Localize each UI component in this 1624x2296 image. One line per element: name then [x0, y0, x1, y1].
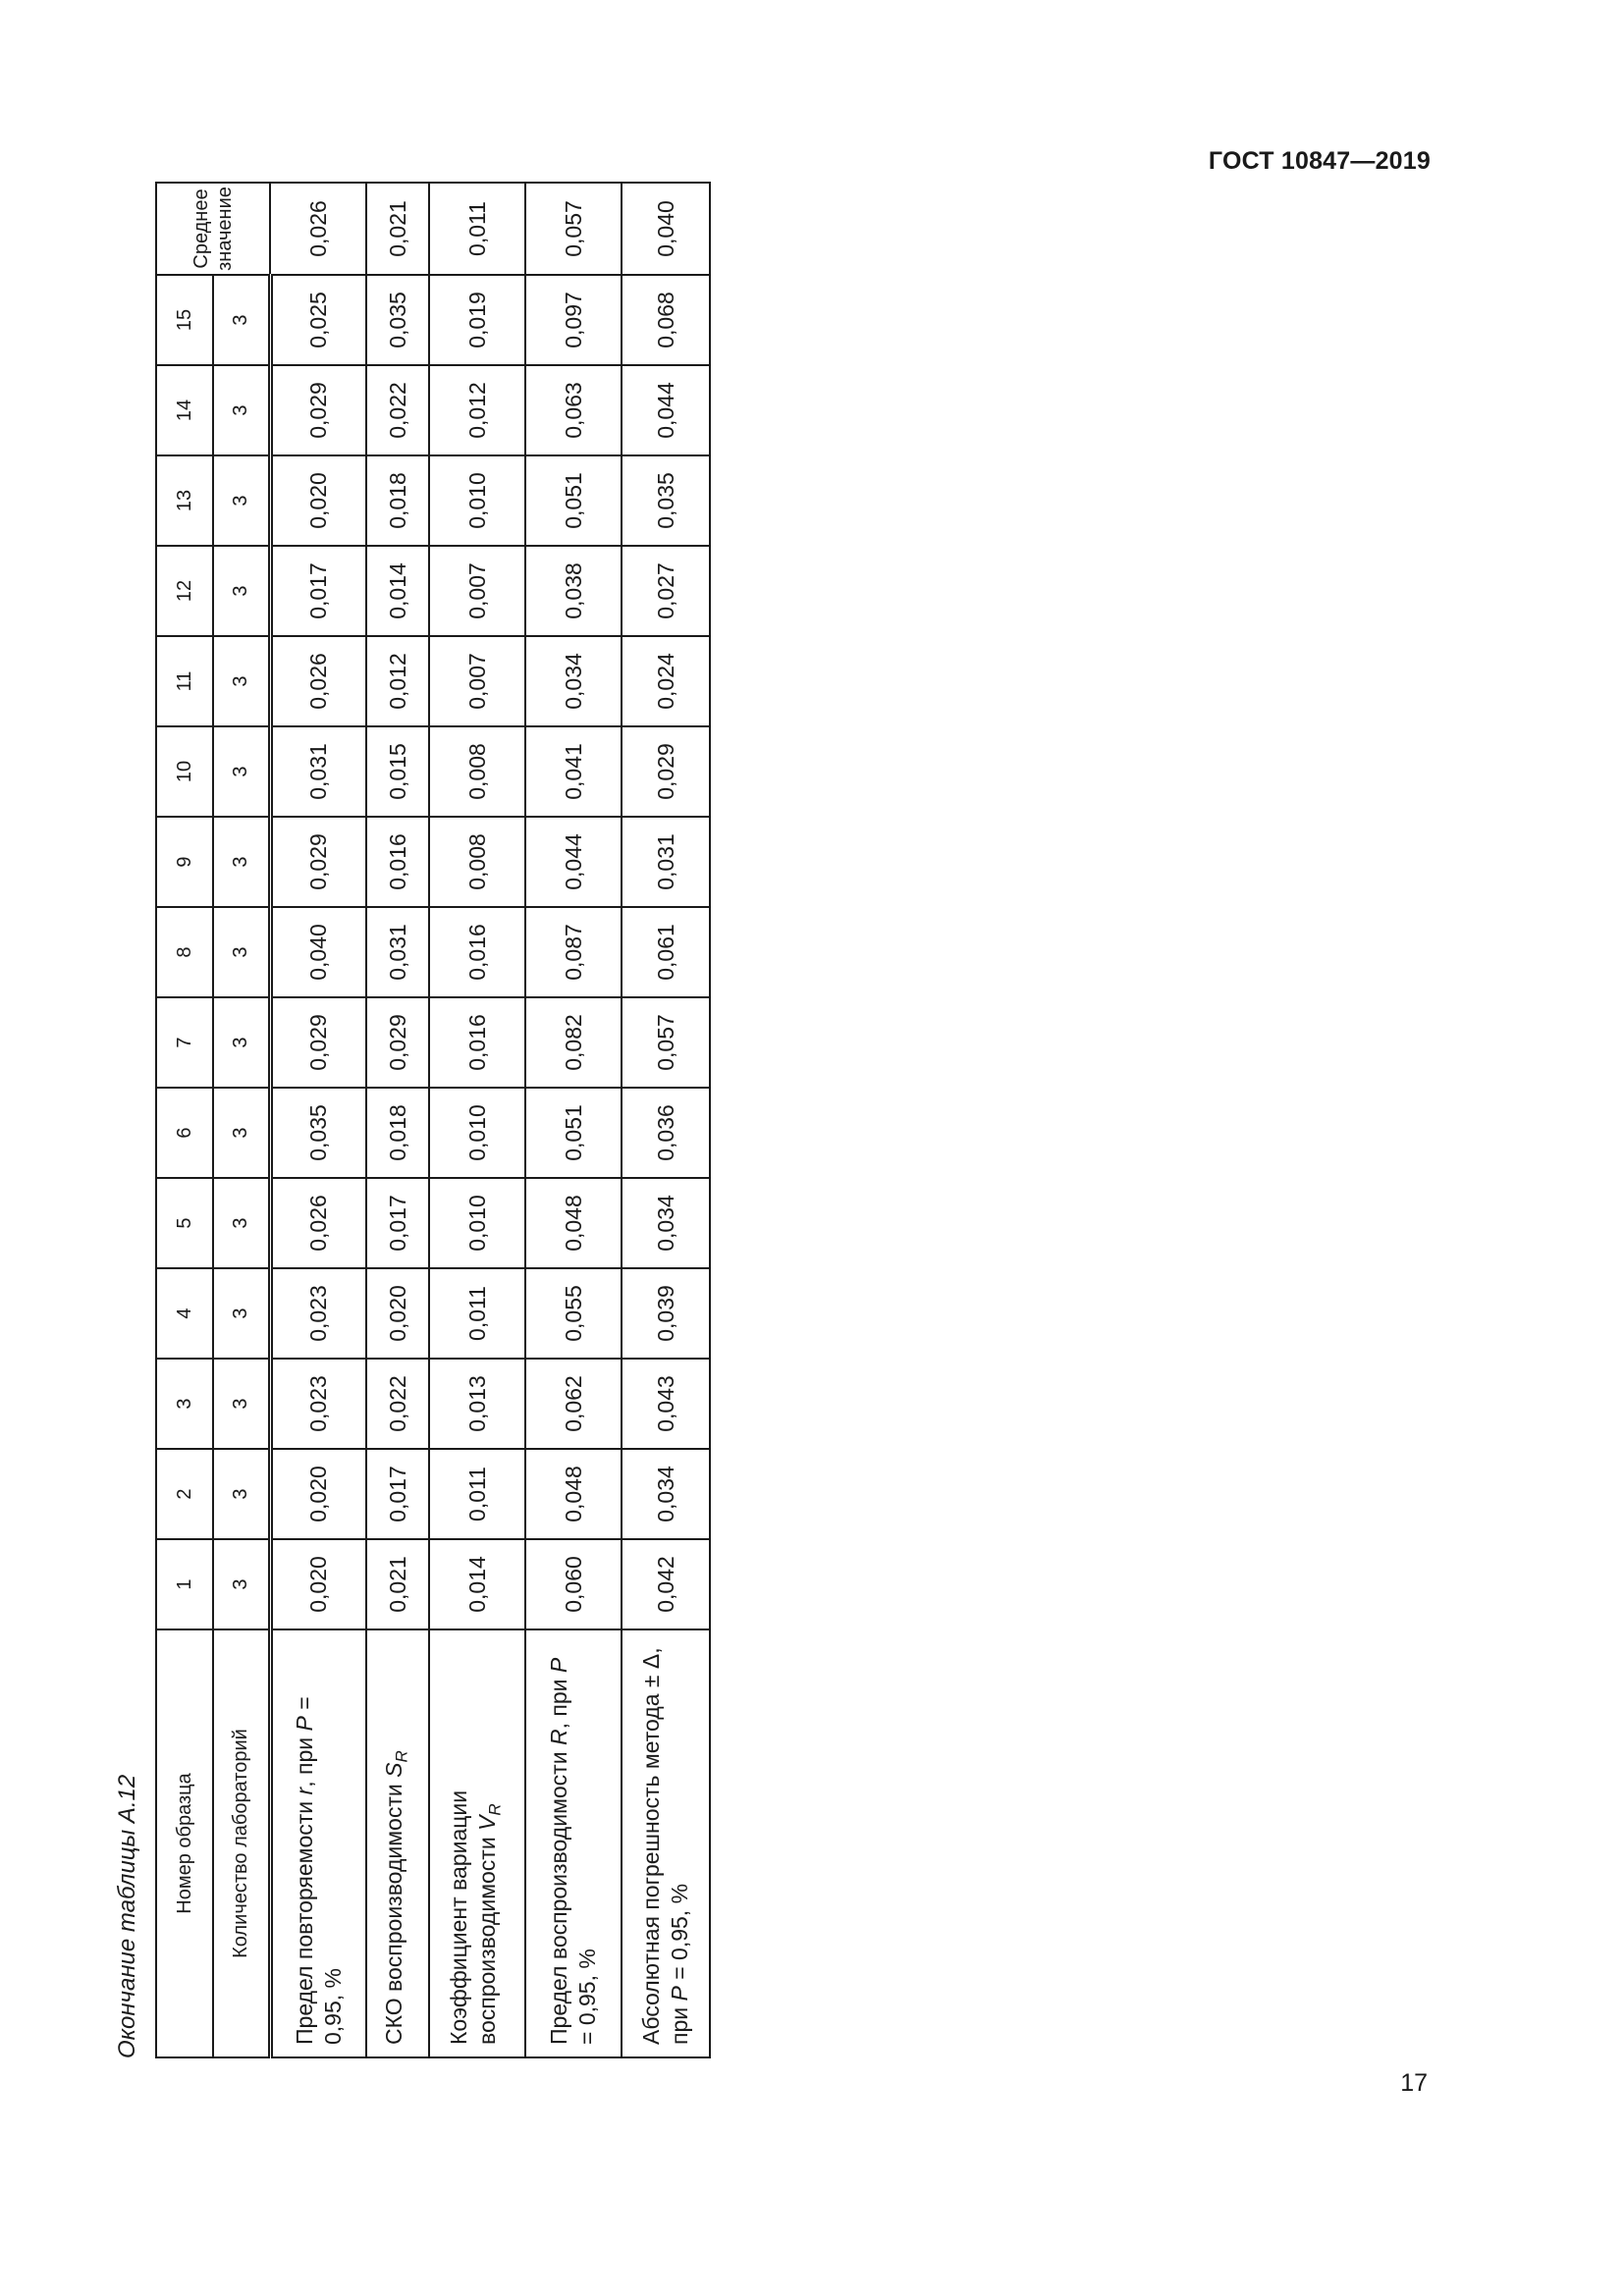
- lab-count-cell: 3: [213, 907, 270, 997]
- value-cell: 0,044: [622, 365, 710, 455]
- page-number: 17: [1400, 2069, 1428, 2097]
- value-cell: 0,020: [270, 455, 366, 546]
- table-row: [270, 183, 366, 2057]
- row-label-symbol: r: [291, 1787, 317, 1795]
- value-cell: 0,036: [622, 1088, 710, 1178]
- table-row: [366, 183, 429, 2057]
- value-cell: 0,035: [270, 1088, 366, 1178]
- value-cell: 0,027: [622, 546, 710, 636]
- value-cell: 0,020: [366, 1268, 429, 1359]
- row-label-text: = 0,95, %: [667, 1883, 692, 1987]
- value-cell: 0,035: [366, 275, 429, 365]
- row-label-text: = 0,95, %: [574, 1949, 600, 2045]
- value-cell: 0,042: [622, 1539, 710, 1629]
- value-cell: 0,063: [525, 365, 622, 455]
- lab-count-cell: 3: [213, 1088, 270, 1178]
- row-label-symbol: P: [291, 1716, 317, 1732]
- value-cell: 0,011: [429, 1268, 525, 1359]
- value-cell: 0,029: [622, 726, 710, 817]
- value-cell: 0,043: [622, 1359, 710, 1449]
- sample-number-cell: 12: [156, 546, 213, 636]
- results-table: [155, 182, 711, 2058]
- value-cell: 0,012: [366, 636, 429, 726]
- table-row: [429, 183, 525, 2057]
- row-label-symbol: P: [667, 1986, 692, 2002]
- row-label: [366, 1629, 429, 2057]
- value-cell: 0,017: [366, 1449, 429, 1539]
- table-row: [622, 183, 710, 2057]
- lab-count-row: [213, 183, 270, 2057]
- value-cell: 0,011: [429, 1449, 525, 1539]
- row-label-symbol: S: [380, 1762, 406, 1778]
- value-cell: 0,021: [366, 1539, 429, 1629]
- value-cell: 0,017: [270, 546, 366, 636]
- value-cell: 0,062: [525, 1359, 622, 1449]
- sample-number-cell: 13: [156, 455, 213, 546]
- row-label-symbol: R: [546, 1729, 571, 1746]
- value-cell: 0,044: [525, 817, 622, 907]
- value-cell: 0,038: [525, 546, 622, 636]
- row-label-text: Предел повторяемости: [291, 1794, 317, 2045]
- value-cell: 0,026: [270, 1178, 366, 1268]
- lab-count-cell: 3: [213, 455, 270, 546]
- lab-count-cell: 3: [213, 817, 270, 907]
- lab-count-cell: 3: [213, 997, 270, 1088]
- value-cell: 0,051: [525, 1088, 622, 1178]
- value-cell: 0,041: [525, 726, 622, 817]
- lab-count-cell: 3: [213, 1359, 270, 1449]
- value-cell: 0,040: [270, 907, 366, 997]
- lab-count-cell: 3: [213, 1539, 270, 1629]
- value-cell: 0,010: [429, 1088, 525, 1178]
- value-cell: 0,031: [366, 907, 429, 997]
- row-label: [429, 1629, 525, 2057]
- value-cell: 0,012: [429, 365, 525, 455]
- value-cell: 0,051: [525, 455, 622, 546]
- value-cell: 0,068: [622, 275, 710, 365]
- sample-number-cell: 10: [156, 726, 213, 817]
- row-label-text: Коэффициент вариации воспроизводимости: [446, 1789, 501, 2045]
- value-cell: 0,048: [525, 1449, 622, 1539]
- sample-number-cell: 7: [156, 997, 213, 1088]
- lab-count-cell: 3: [213, 1449, 270, 1539]
- row-label-symbol: V: [474, 1815, 501, 1831]
- value-cell: 0,016: [429, 907, 525, 997]
- value-cell: 0,013: [429, 1359, 525, 1449]
- value-cell: 0,055: [525, 1268, 622, 1359]
- value-cell: 0,008: [429, 726, 525, 817]
- value-cell: 0,007: [429, 636, 525, 726]
- value-cell: 0,014: [429, 1539, 525, 1629]
- value-cell: 0,016: [429, 997, 525, 1088]
- mean-value-cell: 0,057: [525, 183, 622, 275]
- table-row: [525, 183, 622, 2057]
- value-cell: 0,015: [366, 726, 429, 817]
- value-cell: 0,023: [270, 1268, 366, 1359]
- mean-value-header: Среднее значение: [156, 183, 270, 275]
- value-cell: 0,026: [270, 636, 366, 726]
- value-cell: 0,060: [525, 1539, 622, 1629]
- value-cell: 0,020: [270, 1449, 366, 1539]
- sample-number-cell: 6: [156, 1088, 213, 1178]
- value-cell: 0,029: [366, 997, 429, 1088]
- lab-count-cell: 3: [213, 546, 270, 636]
- value-cell: 0,007: [429, 546, 525, 636]
- value-cell: 0,008: [429, 817, 525, 907]
- sample-number-cell: 3: [156, 1359, 213, 1449]
- row-label-text: Абсолютная погрешность метода ± Δ, при: [638, 1647, 692, 2045]
- value-cell: 0,019: [429, 275, 525, 365]
- sample-number-cell: 2: [156, 1449, 213, 1539]
- value-cell: 0,087: [525, 907, 622, 997]
- sample-number-row: [156, 183, 213, 2057]
- lab-count-cell: 3: [213, 365, 270, 455]
- value-cell: 0,029: [270, 817, 366, 907]
- sample-number-cell: 11: [156, 636, 213, 726]
- lab-count-header: Количество лабораторий: [213, 1629, 270, 2057]
- mean-value-cell: 0,040: [622, 183, 710, 275]
- value-cell: 0,029: [270, 365, 366, 455]
- row-label-text: = 0,95, %: [291, 1696, 346, 2045]
- lab-count-cell: 3: [213, 1178, 270, 1268]
- row-label: [525, 1629, 622, 2057]
- mean-value-cell: 0,026: [270, 183, 366, 275]
- value-cell: 0,023: [270, 1359, 366, 1449]
- value-cell: 0,018: [366, 1088, 429, 1178]
- table-caption: Окончание таблицы А.12: [114, 1774, 140, 2058]
- row-label-subscript: R: [485, 1803, 505, 1816]
- value-cell: 0,016: [366, 817, 429, 907]
- sample-number-cell: 4: [156, 1268, 213, 1359]
- sample-number-cell: 9: [156, 817, 213, 907]
- sample-number-cell: 8: [156, 907, 213, 997]
- value-cell: 0,022: [366, 365, 429, 455]
- mean-value-cell: 0,011: [429, 183, 525, 275]
- value-cell: 0,010: [429, 455, 525, 546]
- row-label: [270, 1629, 366, 2057]
- value-cell: 0,039: [622, 1268, 710, 1359]
- value-cell: 0,010: [429, 1178, 525, 1268]
- row-label-symbol: P: [546, 1657, 571, 1674]
- value-cell: 0,048: [525, 1178, 622, 1268]
- value-cell: 0,057: [622, 997, 710, 1088]
- row-label-subscript: R: [392, 1750, 411, 1763]
- sample-number-cell: 14: [156, 365, 213, 455]
- value-cell: 0,082: [525, 997, 622, 1088]
- value-cell: 0,061: [622, 907, 710, 997]
- value-cell: 0,018: [366, 455, 429, 546]
- lab-count-cell: 3: [213, 275, 270, 365]
- value-cell: 0,031: [270, 726, 366, 817]
- value-cell: 0,034: [525, 636, 622, 726]
- row-label-text: Предел воспроизводимости: [546, 1745, 571, 2045]
- value-cell: 0,017: [366, 1178, 429, 1268]
- sample-number-cell: 1: [156, 1539, 213, 1629]
- row-label-text: СКО воспроизводимости: [380, 1777, 406, 2045]
- value-cell: 0,034: [622, 1449, 710, 1539]
- row-label-text: , при: [546, 1673, 571, 1730]
- value-cell: 0,097: [525, 275, 622, 365]
- lab-count-cell: 3: [213, 1268, 270, 1359]
- sample-number-header: Номер образца: [156, 1629, 213, 2057]
- standard-code: ГОСТ 10847—2019: [1208, 147, 1431, 175]
- lab-count-cell: 3: [213, 726, 270, 817]
- value-cell: 0,020: [270, 1539, 366, 1629]
- value-cell: 0,031: [622, 817, 710, 907]
- row-label: [622, 1629, 710, 2057]
- value-cell: 0,035: [622, 455, 710, 546]
- sample-number-cell: 5: [156, 1178, 213, 1268]
- value-cell: 0,022: [366, 1359, 429, 1449]
- value-cell: 0,014: [366, 546, 429, 636]
- lab-count-cell: 3: [213, 636, 270, 726]
- sample-number-cell: 15: [156, 275, 213, 365]
- value-cell: 0,024: [622, 636, 710, 726]
- mean-value-cell: 0,021: [366, 183, 429, 275]
- value-cell: 0,034: [622, 1178, 710, 1268]
- value-cell: 0,025: [270, 275, 366, 365]
- row-label-text: , при: [291, 1731, 317, 1788]
- value-cell: 0,029: [270, 997, 366, 1088]
- rotated-table-block: [108, 187, 715, 2058]
